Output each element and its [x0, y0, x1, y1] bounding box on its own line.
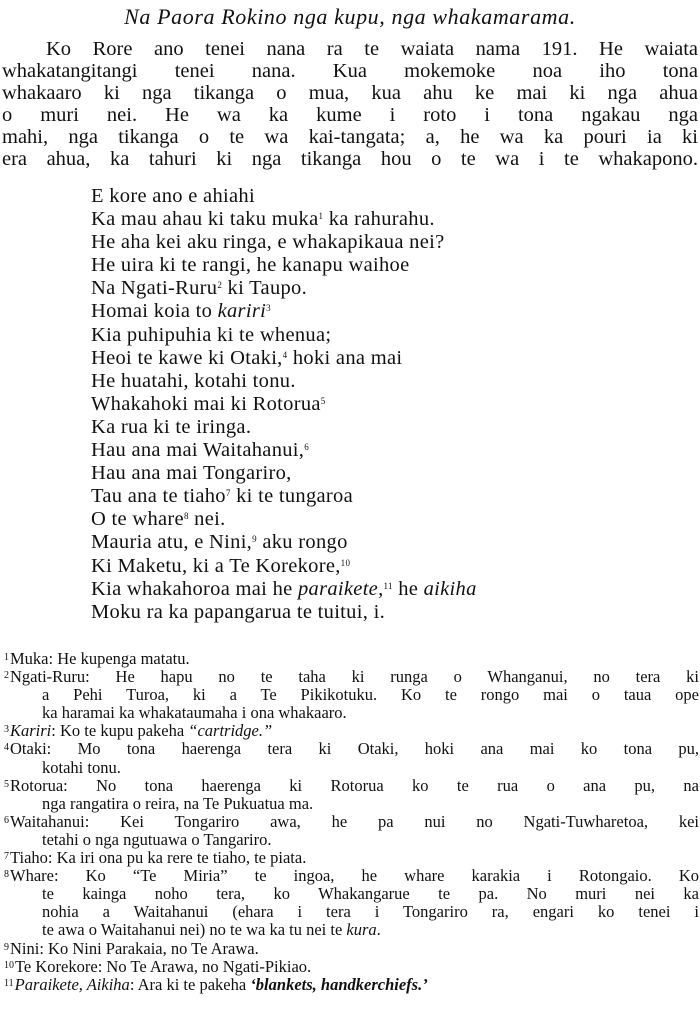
- footnote-marker: 3: [266, 303, 271, 314]
- page-title: Na Paora Rokino nga kupu, nga whakamarama.: [124, 4, 576, 29]
- footnote: $^3$Kariri: Ko te kupu pakeha “cartridge.”: [4, 722, 273, 741]
- footnote: $^6$Waitahanui: Kei Tongariro awa, he pa nui no Ngati-Tuwharetoa, kei tetahi o nga ngutuawa o Tangariro.: [4, 812, 699, 849]
- poem-line: He uira ki te rangi, he kanapu waihoe: [91, 254, 410, 277]
- poem-line: He aha kei aku ringa, e whakapikaua nei?: [91, 231, 445, 254]
- poem-line: Kia puhipuhia ki te whenua;: [91, 323, 332, 346]
- footnote-marker: 4: [282, 349, 288, 360]
- intro-line: Ko Rore ano tenei nana ra te waiata nama 191. He waiata: [46, 38, 698, 60]
- footnote: $^5$Rotorua: No tona haerenga ki Rotorua ko te rua o ana pu, na nga rangatira o reira, na Te Pukuatua ma.: [4, 776, 699, 813]
- footnote-marker: 1: [318, 211, 324, 222]
- poem-line: Moku ra ka papangarua te tuitui, i.: [91, 600, 385, 623]
- footnote-marker: 5: [320, 395, 326, 406]
- poem-line: Homai koia to kariri$^3$: [91, 300, 271, 323]
- intro-line: o muri nei. He wa ka kume i roto i tona ngakau nga: [2, 104, 698, 126]
- poem-line: Ka rua ki te iringa.: [91, 415, 252, 438]
- poem: [91, 185, 691, 624]
- poem-line: Tau ana te tiaho$^7$ ki te tungaroa: [91, 485, 354, 508]
- poem-line: Hau ana mai Tongariro,: [91, 462, 292, 485]
- intro-line: era ahua, ka tahuri ki nga tikanga hou o te wa i te whakapono.: [2, 148, 698, 170]
- footnote-marker: 7: [225, 488, 231, 499]
- poem-line: E kore ano e ahiahi: [91, 185, 255, 207]
- poem-line: Ki Maketu, ki a Te Korekore,$^{10}$: [91, 554, 351, 577]
- footnote: $^8$Whare: Ko “Te Miria” te ingoa, he whare karakia i Rotongaio. Ko te kainga noho tera, ko Whakangarue te pa. No muri nei ka nohia a Waitahanui (ehara i tera i Tongariro ra, engari ko tenei i te awa o Waitahanui nei) no te wa ka tu nei te kura.: [4, 867, 699, 940]
- poem-line: Whakahoki mai ki Rotorua$^5$: [91, 392, 326, 415]
- footnote: $^{10}$Te Korekore: No Te Arawa, no Ngati-Pikiao.: [4, 957, 312, 976]
- footnote-marker: 6: [304, 442, 310, 453]
- poem-line: Heoi te kawe ki Otaki,$^4$ hoki ana mai: [91, 346, 403, 369]
- footnote-marker: 2: [217, 280, 223, 291]
- poem-line: Kia whakahoroa mai he paraikete,$^{11}$ he aikiha: [91, 577, 477, 600]
- poem-line: O te whare$^8$ nei.: [91, 508, 226, 531]
- poem-line: Na Ngati-Ruru$^2$ ki Taupo.: [91, 277, 308, 300]
- footnotes: [4, 650, 699, 994]
- footnote: $^7$Tiaho: Ka iri ona pu ka rere te tiaho, te piata.: [4, 849, 307, 868]
- footnote-marker: 8: [183, 511, 189, 522]
- footnote: $^2$Ngati-Ruru: He hapu no te taha ki runga o Whanganui, no tera ki a Pehi Turoa, ki a Te Pikikotuku. Ko te rongo mai o taua ope ka haramai ka whakataumaha i ona whakaaro.: [4, 668, 699, 723]
- poem-line: Ka mau ahau ki taku muka$^1$ ka rahurahu.: [91, 208, 435, 231]
- footnote-marker: 9: [252, 534, 257, 545]
- footnote-marker: 11: [383, 580, 393, 591]
- poem-line: Hau ana mai Waitahanui,$^6$: [91, 439, 310, 462]
- poem-line: Mauria atu, e Nini,$^9$ aku rongo: [91, 531, 348, 554]
- intro-line: mahi, nga tikanga o te wa kai-tangata; a, he wa ka pouri ia ki: [2, 126, 698, 148]
- intro-paragraph: [2, 38, 698, 170]
- footnote: $^4$Otaki: Mo tona haerenga tera ki Otaki, hoki ana mai ko tona pu, kotahi tonu.: [4, 740, 699, 777]
- footnote-marker: 10: [340, 557, 351, 568]
- footnote: $^9$Nini: Ko Nini Parakaia, no Te Arawa.: [4, 939, 259, 958]
- intro-line: whakatangitangi tenei nana. Kua mokemoke noa iho tona: [2, 60, 698, 82]
- footnote: $^{11}$Paraikete, Aikiha: Ara ki te pakeha ‘blankets, handkerchiefs.’: [4, 975, 428, 994]
- footnote: $^1$Muka: He kupenga matatu.: [4, 650, 190, 668]
- intro-line: whakaaro ki nga tikanga o mua, kua ahu ke mai ki nga ahua: [2, 82, 698, 104]
- poem-line: He huatahi, kotahi tonu.: [91, 369, 296, 392]
